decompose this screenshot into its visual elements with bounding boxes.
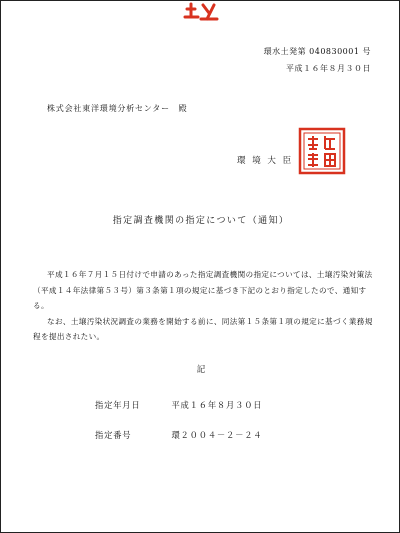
detail-label: 指定番号	[95, 430, 132, 440]
detail-row-date	[95, 399, 262, 411]
issuer: 環 境 大 臣	[237, 156, 294, 166]
ki-heading: 記	[196, 365, 206, 375]
detail-row-number	[95, 429, 262, 441]
detail-label: 指定年月日	[95, 400, 141, 410]
red-stamp-fragment	[181, 1, 221, 23]
body-paragraph-1: 平成１６年７月１５日付けで申請のあった指定調査機関の指定については、土壌汚染対策法（平成１４年法律第５３号）第３条第１項の規定に基づき下記のとおり指定したので、通知する。	[33, 270, 373, 310]
document-date: 平成１６年８月３０日	[286, 64, 371, 73]
detail-value: 環２００４－２－２４	[171, 430, 263, 440]
official-seal	[298, 127, 346, 175]
document-title: 指定調査機関の指定について（通知）	[112, 216, 290, 226]
detail-value: 平成１６年８月３０日	[171, 400, 263, 410]
document-number: 環水土発第 040830001 号	[263, 47, 371, 56]
addressee: 株式会社東洋環境分析センター 殿	[47, 104, 188, 113]
body-paragraph-2: なお、土壌汚染状況調査の業務を開始する前に、同法第１５条第１項の規定に基づく業務規程を提出されたい。	[33, 316, 373, 341]
document-body	[33, 267, 379, 345]
